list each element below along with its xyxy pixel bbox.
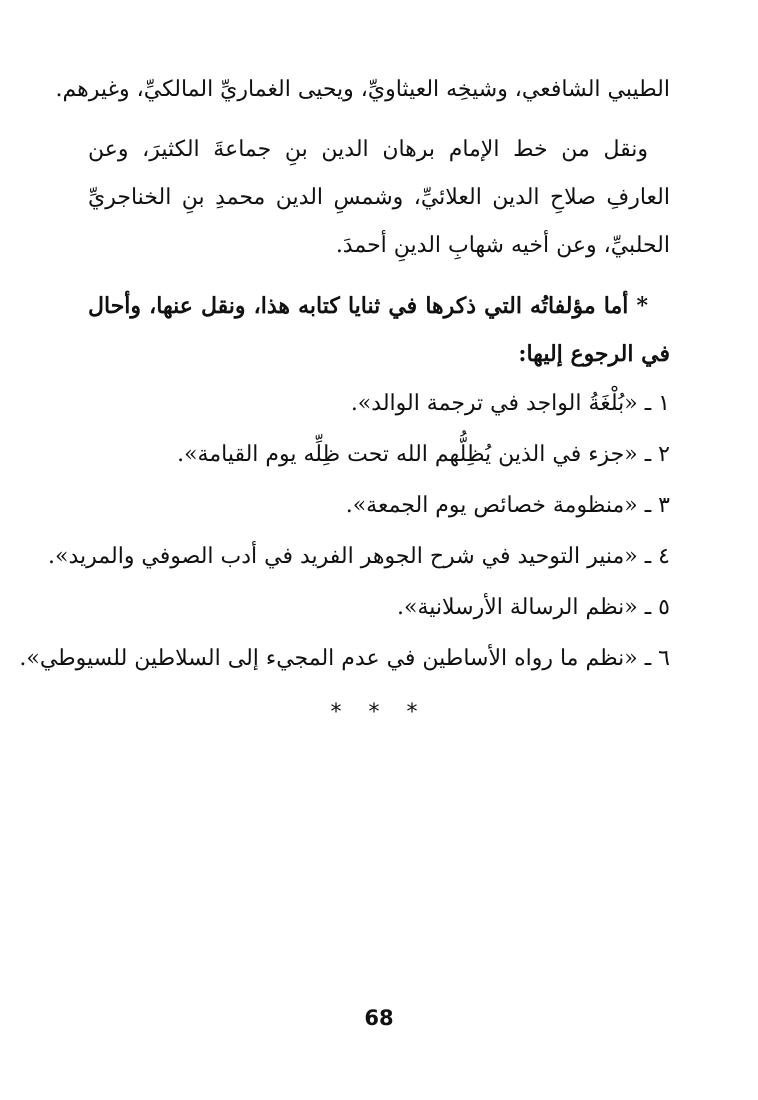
works-intro-line: في الرجوع إليها: — [518, 341, 670, 367]
section-separator: * * * — [330, 700, 428, 725]
work-item: ٢ ـ «جزء في الذين يُظِلُّهم الله تحت ظِلِّه يوم القيامة». — [177, 442, 670, 467]
paragraph-line: ونقل من خط الإمام برهان الدين بنِ جماعةَ الكثيرَ، وعن — [88, 137, 648, 162]
work-item: ٣ ـ «منظومة خصائص يوم الجمعة». — [345, 493, 670, 518]
paragraph-line: الحلبيِّ، وعن أخيه شهابِ الدينِ أحمدَ. — [335, 233, 670, 258]
work-item: ٤ ـ «منير التوحيد في شرح الجوهر الفريد في أدب الصوفي والمريد». — [48, 544, 670, 569]
work-item: ١ ـ «بُلْغَةُ الواجد في ترجمة الوالد». — [350, 391, 670, 416]
work-item: ٦ ـ «نظم ما رواه الأساطين في عدم المجيء إلى السلاطين للسيوطي». — [19, 646, 670, 671]
paragraph-line: العارفِ صلاحِ الدين العلائيِّ، وشمسِ الدين محمدِ بنِ الخناجريِّ — [88, 185, 670, 210]
work-item: ٥ ـ «نظم الرسالة الأرسلانية». — [397, 595, 670, 620]
paragraph-line: الطيبي الشافعي، وشيخِه العيثاويِّ، ويحيى الغماريِّ المالكيِّ، وغيرهم. — [55, 77, 670, 102]
works-intro-line: * أما مؤلفاتُه التي ذكرها في ثنايا كتابه هذا، ونقل عنها، وأحال — [88, 293, 648, 319]
main-text — [19, 66, 670, 684]
page-number: 68 — [364, 1006, 394, 1030]
